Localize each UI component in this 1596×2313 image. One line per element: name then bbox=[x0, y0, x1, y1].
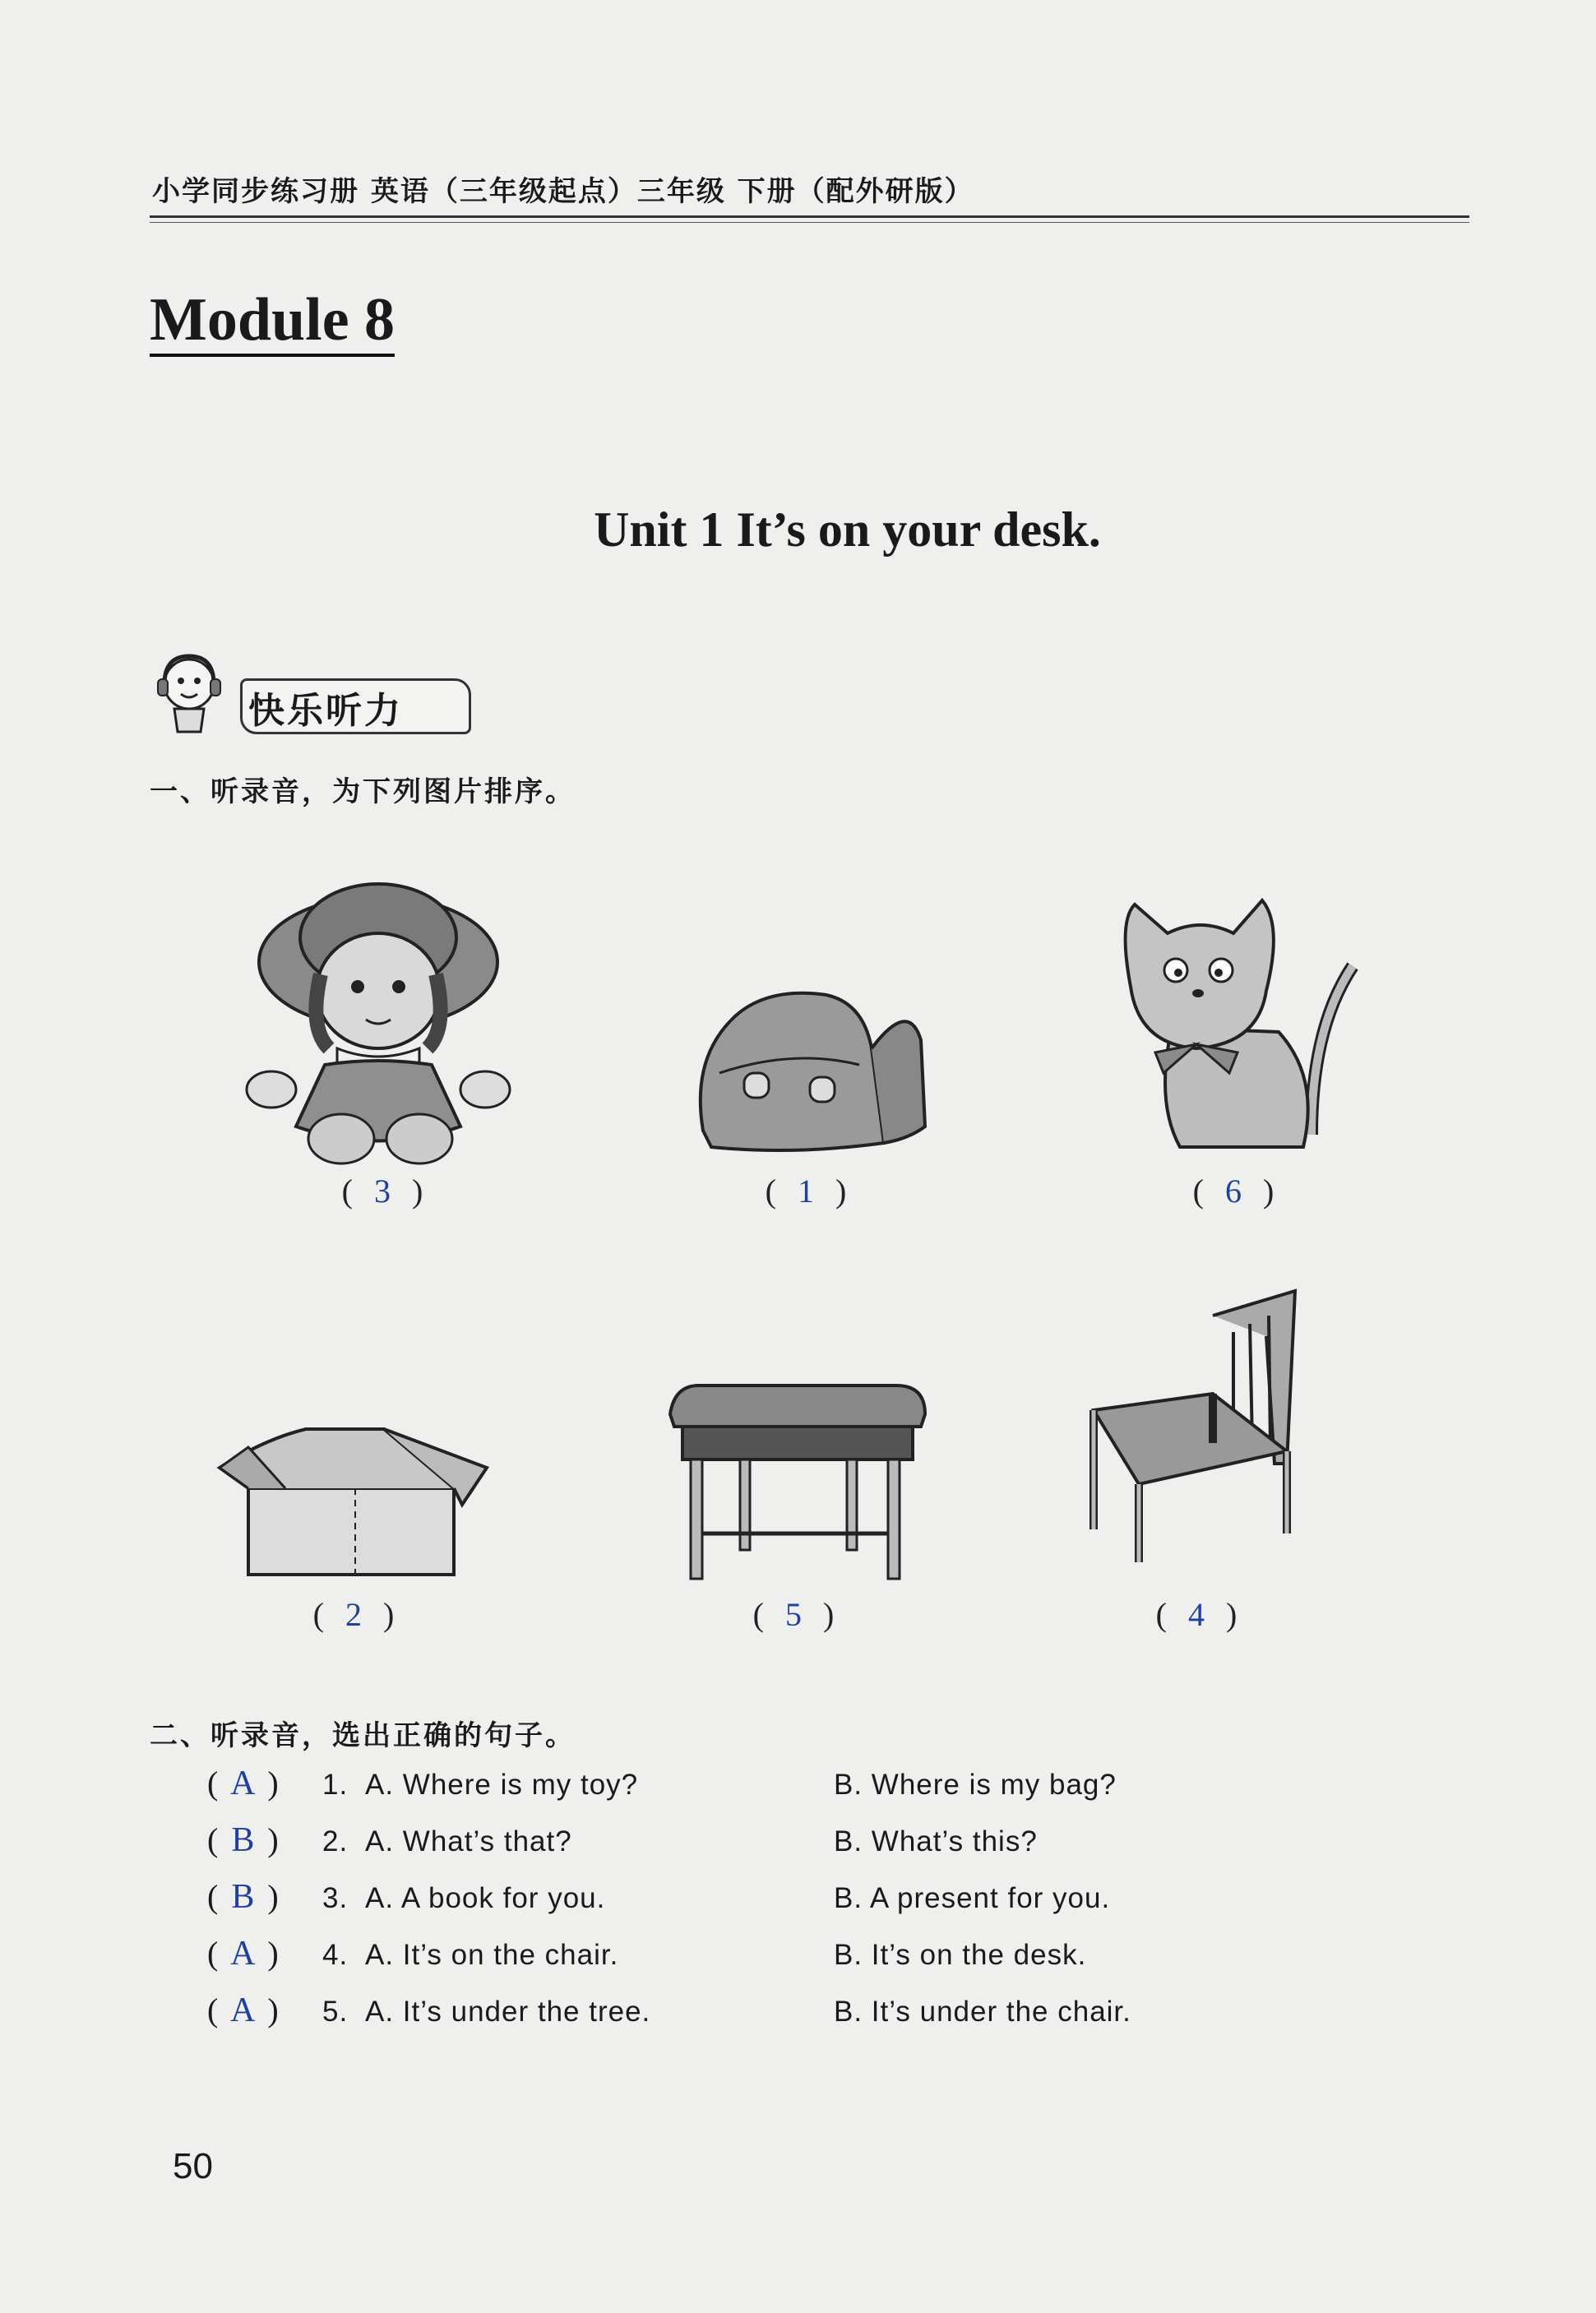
chair-picture bbox=[1089, 1287, 1303, 1566]
option-a: A. A book for you. bbox=[365, 1882, 606, 1914]
choice-row bbox=[207, 1877, 1358, 1927]
header-rule bbox=[150, 215, 1469, 218]
answer-value: 1 bbox=[798, 1173, 814, 1210]
question-number: 5. bbox=[322, 1996, 349, 2028]
doll-picture bbox=[243, 880, 514, 1168]
page-number: 50 bbox=[173, 2146, 213, 2186]
cat-picture bbox=[1098, 888, 1369, 1159]
choice-row bbox=[207, 1991, 1358, 2040]
desk-answer: ( 5 ) bbox=[752, 1596, 835, 1633]
cat-answer: ( 6 ) bbox=[1192, 1173, 1274, 1210]
question-number: 2. bbox=[322, 1825, 349, 1857]
option-a: A. It’s under the tree. bbox=[365, 1996, 651, 2028]
question-number: 3. bbox=[322, 1882, 349, 1914]
answer-value: B bbox=[231, 1878, 255, 1916]
answer-value: A bbox=[230, 1935, 256, 1973]
answer-value: 5 bbox=[785, 1596, 802, 1633]
answer-paren: ( A ) bbox=[207, 1991, 279, 2029]
answer-paren: ( A ) bbox=[207, 1765, 279, 1802]
option-a: A. What’s that? bbox=[365, 1825, 572, 1857]
box-answer: ( 2 ) bbox=[312, 1596, 395, 1633]
option-b: B. A present for you. bbox=[834, 1882, 1111, 1914]
desk-picture bbox=[666, 1381, 929, 1587]
schoolbag-picture bbox=[687, 983, 933, 1159]
question-number: 4. bbox=[322, 1939, 349, 1971]
answer-paren: ( B ) bbox=[207, 1878, 279, 1916]
answer-value: 4 bbox=[1188, 1596, 1205, 1633]
doll-answer: ( 3 ) bbox=[341, 1173, 423, 1210]
option-b: B. Where is my bag? bbox=[834, 1769, 1117, 1801]
q1-heading: 一、听录音，为下列图片排序。 bbox=[150, 775, 576, 808]
section-title: 快乐听力 bbox=[248, 690, 403, 732]
box-picture bbox=[215, 1422, 495, 1583]
answer-value: 3 bbox=[374, 1173, 391, 1210]
header-rule-thin bbox=[150, 222, 1469, 223]
option-b: B. It’s on the desk. bbox=[834, 1939, 1087, 1971]
option-b: B. What’s this? bbox=[834, 1825, 1038, 1857]
running-header: 小学同步练习册 英语（三年级起点）三年级 下册（配外研版） bbox=[152, 175, 974, 208]
answer-value: B bbox=[231, 1821, 255, 1859]
schoolbag-answer: ( 1 ) bbox=[765, 1173, 847, 1210]
option-a: A. It’s on the chair. bbox=[365, 1939, 619, 1971]
answer-value: A bbox=[230, 1991, 256, 2029]
answer-value: 6 bbox=[1225, 1173, 1242, 1210]
module-title: Module 8 bbox=[150, 286, 395, 357]
listening-boy-icon bbox=[150, 650, 240, 740]
option-a: A. Where is my toy? bbox=[365, 1769, 639, 1801]
q2-heading: 二、听录音，选出正确的句子。 bbox=[150, 1719, 576, 1752]
question-number: 1. bbox=[322, 1769, 349, 1801]
answer-paren: ( B ) bbox=[207, 1821, 279, 1859]
section-badge bbox=[150, 650, 479, 744]
unit-title: Unit 1 It’s on your desk. bbox=[594, 502, 1101, 557]
option-b: B. It’s under the chair. bbox=[834, 1996, 1131, 2028]
chair-answer: ( 4 ) bbox=[1155, 1596, 1237, 1633]
choice-row bbox=[207, 1764, 1358, 1813]
choice-row bbox=[207, 1820, 1358, 1870]
choice-row bbox=[207, 1934, 1358, 1983]
answer-value: 2 bbox=[345, 1596, 362, 1633]
answer-paren: ( A ) bbox=[207, 1935, 279, 1973]
answer-value: A bbox=[230, 1765, 256, 1802]
